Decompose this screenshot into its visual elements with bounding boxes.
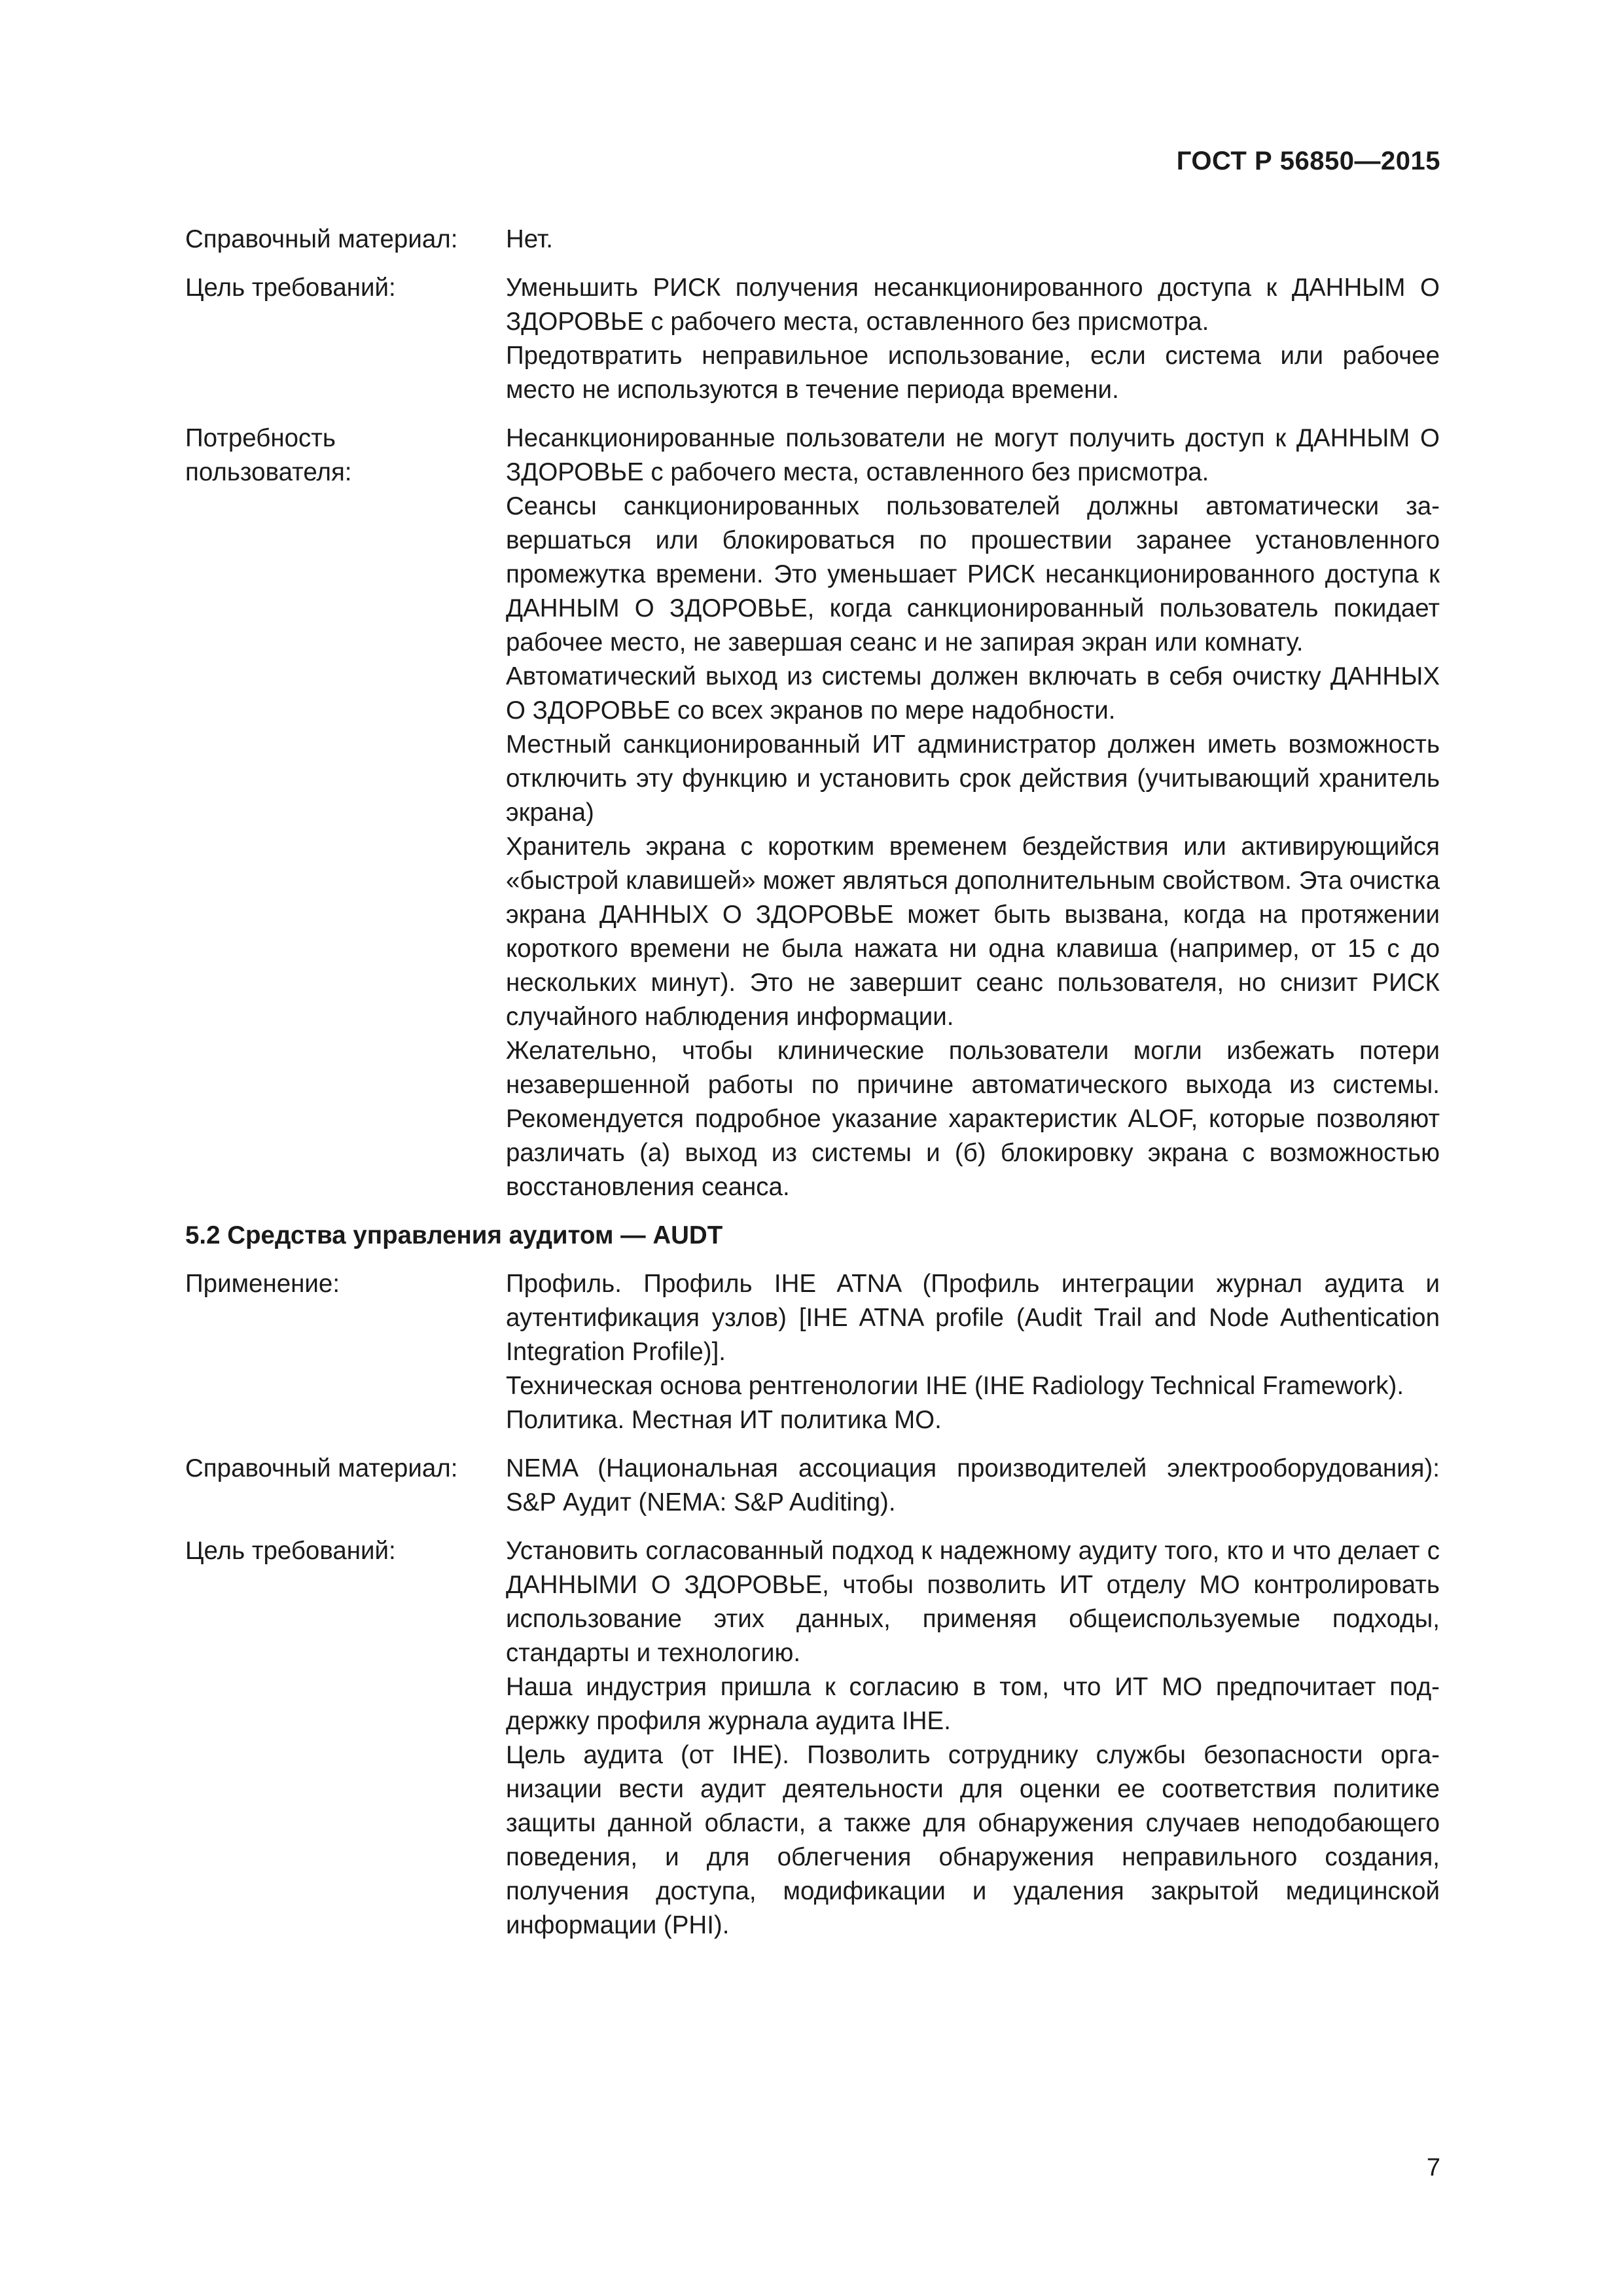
paragraph: Предотвратить неправильное использование, если система или рабочее место не используются в течение периода времени.: [506, 342, 1440, 404]
requirement-label: Потребность пользователя:: [185, 424, 352, 486]
paragraph: Хранитель экрана с коротким временем бездействия или активирующийся «быстрой клавишей» может являться дополнительным свойством. Эта очистка экрана ДАННЫХ О ЗДОРОВЬЕ может быть вызвана, когда на протяжении короткого времени не была нажата ни одна клавиша (например, от 15 с до нескольких минут). Это не завершит сеанс пользователя, но снизит РИСК случайного наблюдения информации.: [506, 833, 1440, 1031]
paragraph: Желательно, чтобы клинические пользователи могли избежать потери незавершенной работы по причине автоматического выхода из системы. Рекомендуется подробное указание характеристик ALOF, которые позволяют различать (а) выход из системы и (б) блокировку экрана с возможностью восстановления сеанса.: [506, 1037, 1440, 1201]
requirement-row: [185, 223, 1440, 257]
requirement-text: [506, 223, 1440, 257]
paragraph: Цель аудита (от IHE). Позволить сотруднику службы безопасности организации вести аудит деятельности для оценки ее соответствия политике защиты данной области, а также для обнаружения случаев неподобающего поведения, и для облегчения обнаружения неправильного создания, получения доступа, модификации и удаления закрытой медицинской информации (PHI).: [506, 1741, 1440, 1939]
paragraph: Наша индустрия пришла к согласию в том, что ИТ МО предпочитает поддержку профиля журнала аудита IHE.: [506, 1673, 1440, 1735]
requirement-row: [185, 1452, 1440, 1520]
paragraph: Нет.: [506, 225, 553, 253]
section-title: 5.2 Средства управления аудитом — AUDT: [185, 1221, 723, 1249]
requirement-row: [185, 1534, 1440, 1943]
requirement-label: Цель требований:: [185, 1537, 396, 1565]
paragraph: Местный санкционированный ИТ администратор должен иметь возможность отключить эту функцию и установить срок действия (учитывающий хранитель экрана): [506, 730, 1440, 827]
paragraph: Установить согласованный подход к надежному аудиту того, кто и что делает с ДАННЫМИ О ЗДОРОВЬЕ, чтобы позволить ИТ отделу МО контролировать использование этих данных, применяя общеиспользуемые подходы, стандарты и технологию.: [506, 1537, 1440, 1667]
requirement-row: [185, 1267, 1440, 1437]
requirements-block-alof: [185, 223, 1440, 1204]
requirement-row: [185, 271, 1440, 407]
paragraph: Несанкционированные пользователи не могут получить доступ к ДАННЫМ О ЗДОРОВЬЕ с рабочего места, оставленного без присмотра.: [506, 424, 1440, 486]
paragraph: Профиль. Профиль IHE ATNA (Профиль интеграции журнал аудита и аутентификация узлов) [IHE ATNA profile (Audit Trail and Node Authentication Integration Profile)].: [506, 1270, 1440, 1366]
paragraph: Техническая основа рентгенологии IHE (IHE Radiology Technical Framework).: [506, 1372, 1404, 1400]
page-content: [185, 223, 1440, 1957]
paragraph: Политика. Местная ИТ политика МО.: [506, 1406, 942, 1434]
requirement-text: [506, 1267, 1440, 1437]
paragraph: Сеансы санкционированных пользователей должны автоматически завершаться или блокироваться по прошествии заранее установленного промежутка времени. Это уменьшает РИСК несанкционированного доступа к ДАННЫМ О ЗДОРОВЬЕ, когда санкционированный пользователь покидает рабочее место, не завершая сеанс и не запирая экран или комнату.: [506, 492, 1440, 656]
requirement-text: [506, 271, 1440, 407]
requirement-row: [185, 422, 1440, 1204]
paragraph: NEMA (Национальная ассоциация производителей электрооборудования): S&P Аудит (NEMA: S&P Auditing).: [506, 1454, 1440, 1516]
requirement-label: Справочный материал:: [185, 1454, 458, 1482]
paragraph: Автоматический выход из системы должен включать в себя очистку ДАННЫХ О ЗДОРОВЬЕ со всех экранов по мере надобности.: [506, 662, 1440, 725]
paragraph: Уменьшить РИСК получения несанкционированного доступа к ДАННЫМ О ЗДОРОВЬЕ с рабочего места, оставленного без присмотра.: [506, 274, 1440, 336]
requirement-label: Применение:: [185, 1270, 340, 1298]
page-number: 7: [1426, 2154, 1440, 2181]
requirement-text: [506, 422, 1440, 1204]
requirement-label: Справочный материал:: [185, 225, 458, 253]
requirement-text: [506, 1452, 1440, 1520]
standard-header: ГОСТ Р 56850—2015: [1176, 147, 1440, 175]
requirement-text: [506, 1534, 1440, 1943]
requirements-block-audt: [185, 1267, 1440, 1943]
requirement-label: Цель требований:: [185, 274, 396, 302]
